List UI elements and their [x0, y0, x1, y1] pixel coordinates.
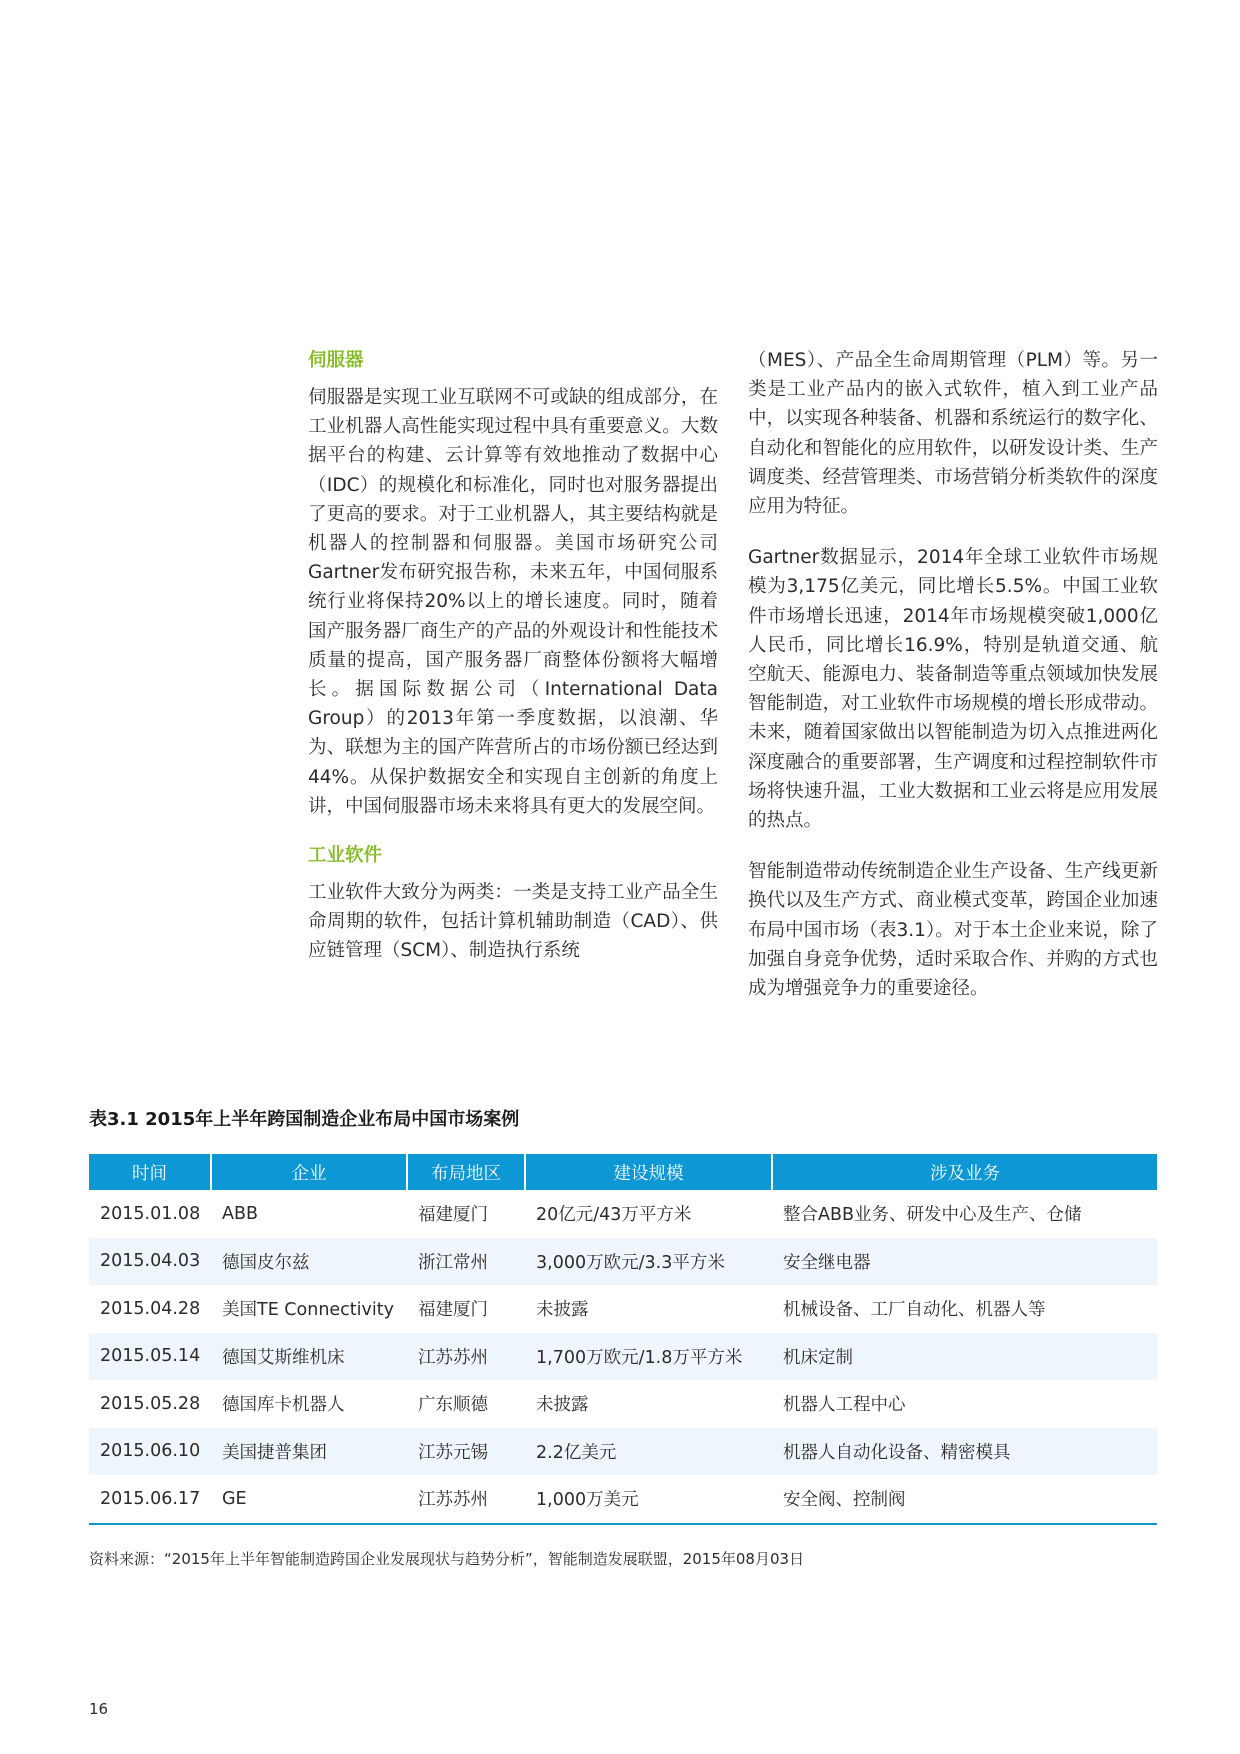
- cell-scale: 2.2亿美元: [525, 1428, 772, 1476]
- right-text-column: [748, 346, 1158, 1025]
- cell-scale: 20亿元/43万平方米: [536, 1205, 692, 1226]
- cell-region: 广东顺德: [418, 1395, 488, 1416]
- header-business: 涉及业务: [772, 1154, 1157, 1190]
- cell-region: 福建厦门: [418, 1300, 488, 1321]
- cell-scale: 1,000万美元: [536, 1490, 639, 1511]
- multinational-paragraph: 智能制造带动传统制造企业生产设备、生产线更新换代以及生产方式、商业模式变革，跨国企业加速布局中国市场（表3.1）。对于本土企业来说，除了加强自身竞争优势，适时采取合作、并购的方式也成为增强竞争力的重要途径。: [748, 861, 1158, 1000]
- table-row: [89, 1475, 1157, 1524]
- cell-scale: 未披露: [536, 1300, 589, 1321]
- cell-region: 江苏苏州: [418, 1490, 488, 1511]
- table-row: [89, 1428, 1157, 1476]
- cell-time: 2015.01.08: [100, 1203, 201, 1224]
- cell-company: 德国皮尔兹: [211, 1238, 407, 1286]
- table-row: [89, 1190, 1157, 1238]
- left-text-column: [308, 346, 718, 986]
- table-row: [89, 1333, 1157, 1381]
- cell-company: 美国TE Connectivity: [222, 1300, 394, 1321]
- servo-paragraph: 伺服器是实现工业互联网不可或缺的组成部分，在工业机器人高性能实现过程中具有重要意义。大数据平台的构建、云计算等有效地推动了数据中心（IDC）的规模化和标准化，同时也对服务器提出了更高的要求。对于工业机器人，其主要结构就是机器人的控制器和伺服器。美国市场研究公司Gartner发布研究报告称，未来五年，中国伺服系统行业将保持20%以上的增长速度。同时，随着国产服务器厂商生产的产品的外观设计和性能技术质量的提高，国产服务器厂商整体份额将大幅增长。据国际数据公司（International Data Group）的2013年第一季度数据，以浪潮、华为、联想为主的国产阵营所占的市场份额已经达到44%。从保护数据安全和实现自主创新的角度上讲，中国伺服器市场未来将具有更大的发展空间。: [308, 387, 718, 817]
- servo-heading: 伺服器: [308, 350, 364, 371]
- table-row: [89, 1238, 1157, 1286]
- cell-scale: 未披露: [536, 1395, 589, 1416]
- table-row: [89, 1285, 1157, 1333]
- cell-company: 美国捷普集团: [211, 1428, 407, 1476]
- cell-business: 安全阀、控制阀: [783, 1490, 906, 1511]
- cell-scale: 3,000万欧元/3.3平方米: [525, 1238, 772, 1286]
- cell-time: 2015.06.17: [100, 1488, 201, 1509]
- table-row: [89, 1380, 1157, 1428]
- cell-region: 浙江常州: [407, 1238, 525, 1286]
- table-header-row: [89, 1154, 1157, 1190]
- cell-region: 福建厦门: [418, 1205, 488, 1226]
- cell-business: 机器人工程中心: [783, 1395, 906, 1416]
- cell-business: 机器人自动化设备、精密模具: [772, 1428, 1157, 1476]
- cell-business: 机械设备、工厂自动化、机器人等: [783, 1300, 1046, 1321]
- software-paragraph: 工业软件大致分为两类：一类是支持工业产品全生命周期的软件，包括计算机辅助制造（CAD）、供应链管理（SCM）、制造执行系统: [308, 882, 718, 962]
- cell-company: 德国库卡机器人: [222, 1395, 345, 1416]
- cell-scale: 1,700万欧元/1.8万平方米: [525, 1333, 772, 1381]
- header-region: 布局地区: [407, 1154, 525, 1190]
- header-company: 企业: [211, 1154, 407, 1190]
- table-source-note: 资料来源：“2015年上半年智能制造跨国企业发展现状与趋势分析”，智能制造发展联盟，2015年08月03日: [89, 1550, 805, 1568]
- cell-region: 江苏苏州: [407, 1333, 525, 1381]
- cell-time: 2015.06.10: [89, 1428, 211, 1476]
- market-data-paragraph: Gartner数据显示，2014年全球工业软件市场规模为3,175亿美元，同比增长5.5%。中国工业软件市场增长迅速，2014年市场规模突破1,000亿人民币，同比增长16.9%，特别是轨道交通、航空航天、能源电力、装备制造等重点领域加快发展智能制造，对工业软件市场规模的增长形成带动。未来，随着国家做出以智能制造为切入点推进两化深度融合的重要部署，生产调度和过程控制软件市场将快速升温，工业大数据和工业云将是应用发展的热点。: [748, 547, 1158, 832]
- cell-time: 2015.04.03: [89, 1238, 211, 1286]
- header-scale: 建设规模: [525, 1154, 772, 1190]
- cell-company: GE: [222, 1488, 247, 1509]
- cell-company: 德国艾斯维机床: [211, 1333, 407, 1381]
- software-types-paragraph: （MES）、产品全生命周期管理（PLM）等。另一类是工业产品内的嵌入式软件，植入到工业产品中，以实现各种装备、机器和系统运行的数字化、自动化和智能化的应用软件，以研发设计类、生产调度类、经营管理类、市场营销分析类软件的深度应用为特征。: [748, 350, 1158, 518]
- software-heading: 工业软件: [308, 845, 383, 867]
- cell-business: 整合ABB业务、研发中心及生产、仓储: [783, 1205, 1082, 1226]
- cell-time: 2015.05.28: [100, 1393, 201, 1414]
- cell-company: ABB: [222, 1203, 258, 1224]
- cell-time: 2015.04.28: [100, 1298, 201, 1319]
- cell-region: 江苏元锡: [407, 1428, 525, 1476]
- cases-table: [89, 1154, 1157, 1525]
- cell-time: 2015.05.14: [89, 1333, 211, 1381]
- table-title: 表3.1 2015年上半年跨国制造企业布局中国市场案例: [89, 1109, 520, 1130]
- page-number: 16: [89, 1700, 109, 1718]
- cell-business: 机床定制: [772, 1333, 1157, 1381]
- header-time: 时间: [89, 1154, 211, 1190]
- cell-business: 安全继电器: [772, 1238, 1157, 1286]
